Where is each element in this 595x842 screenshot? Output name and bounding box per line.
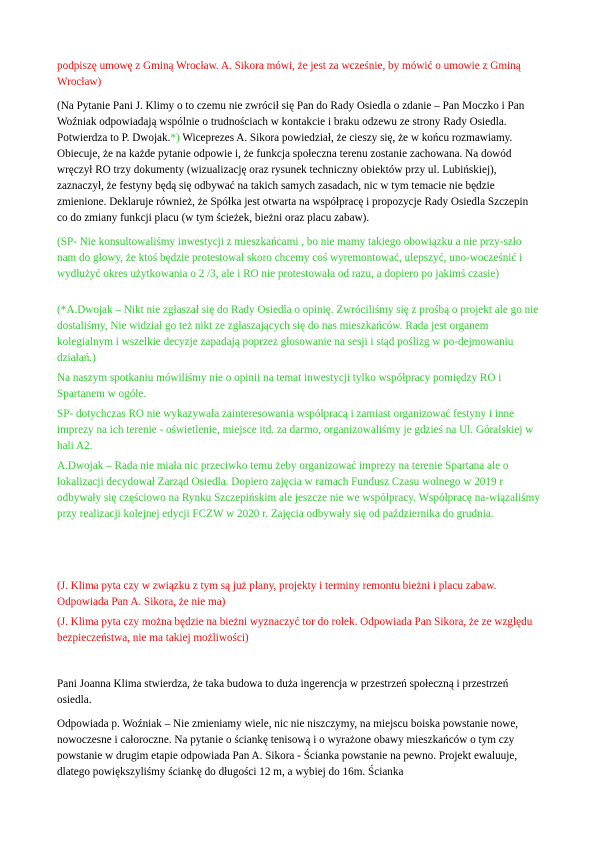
paragraph-dwojak-opinia xyxy=(57,302,541,366)
paragraph-text-continued: Wiceprezes A. Sikora powiedział, że cieszy się, że w końcu rozmawiamy. Obiecuje, że na każde pytanie odpowie i, że funkcja społeczna terenu zostanie zachowana. Na dowód wręczył RO trzy dokumenty (wizualizację oraz rysunek techniczny obiektów przy ul. Lubińskiej), zaznaczył, że festyny będą się odbywać na takich samych zasadach, nic w tym temacie nie będzie zmienione. Deklaruje również, że Spółka jest otwarta na współpracę i propozycje Rady Osiedla Szczepin co do zmiany funkcji placu (w tym ścieżek, bieżni oraz placu zabaw). xyxy=(57,132,529,224)
paragraph-wozniak-odpowiedz xyxy=(57,716,541,780)
paragraph-sp-imprezy xyxy=(57,406,541,454)
paragraph-klima-rolki xyxy=(57,614,541,646)
paragraph-text: A.Dwojak – Rada nie miała nic przeciwko temu żeby organizować imprezy na terenie Spartana ale o lokalizacji decydował Zarząd Osiedla. Dopiero zajęcia w ramach Fundusz Czasu wolnego w 2019 r odbywały się częściowo na Rynku Szczepińskim ale jeszcze nie we współpracy. Współpracę na-wiązaliśmy przy realizacji kolejnej edycji FCZW w 2020 r. Zajęcia odbywały się od października do grudnia. xyxy=(57,460,540,520)
paragraph-text: (Na Pytanie Pani J. Klimy o to czemu nie zwrócił się Pan do Rady Osiedla o zdanie – Pan Moczko i Pan Woźniak odpowiadają wspólnie o trudnościach w kontakcie i braku odzewu ze strony Rady Osiedla. Potwierdza to P. Dwojak. xyxy=(57,100,525,144)
paragraph-text: Na naszym spotkaniu mówiliśmy nie o opinii na temat inwestycji tylko współpracy pomiędzy RO i Spartanem w ogóle. xyxy=(57,372,502,400)
paragraph-text: Pani Joanna Klima stwierdza, że taka budowa to duża ingerencja w przestrzeń społeczną i przestrzeń osiedla. xyxy=(57,678,509,706)
paragraph-text: (J. Klima pyta czy można będzie na bieżni wyznaczyć tor do rolek. Odpowiada Pan Sikora, że ze względu bezpieczeństwa, nie ma takiej możliwości) xyxy=(57,616,533,644)
paragraph-klima-pytanie xyxy=(57,98,541,226)
paragraph-text: (*A.Dwojak – Nikt nie zgłaszał się do Rady Osiedla o opinię. Zwróciliśmy się z prośbą o projekt ale go nie dostaliśmy, Nie widział go też nikt ze zgłaszających się do nas mieszkańców. Rada jest organem kolegialnym i wszelkie decyzje zapadają poprzez głosowanie na sesji i stąd poślizg w po-dejmowaniu działań.) xyxy=(57,304,539,364)
paragraph-text: podpiszę umowę z Gminą Wrocław. A. Sikora mówi, że jest za wcześnie, by mówić o umowie z Gminą Wrocław) xyxy=(57,60,521,88)
paragraph-klima-ingerencja xyxy=(57,676,541,708)
paragraph-text: (SP- Nie konsultowaliśmy inwestycji z mieszkańcami , bo nie mamy takiego obowiązku a nie przy-szło nam do głowy, że ktoś będzie protestował skoro chcemy coś wyremontować, ulepszyć, uno-wocześnić i wydłużyć okres użytkowania o 2 /3, ale i RO nie protestowała od razu, a dopiero po jakimś czasie) xyxy=(57,236,523,280)
footnote-marker: *) xyxy=(170,132,180,144)
paragraph-sp-konsultacje xyxy=(57,234,541,282)
paragraph-wspolpraca-ro xyxy=(57,370,541,402)
paragraph-text: Odpowiada p. Woźniak – Nie zmieniamy wiele, nic nie niszczymy, na miejscu boiska powstanie nowe, nowoczesne i całoroczne. Na pytanie o ściankę tenisową i o wyrażone obawy mieszkańców o tym czy powstanie w drugim etapie odpowiada Pan A. Sikora - Ścianka powstanie na pewno. Projekt ewaluuje, dlatego powiększyliśmy ściankę do długości 12 m, a wybiej do 16m. Ścianka xyxy=(57,718,519,778)
paragraph-sikora-umowa xyxy=(57,58,541,90)
paragraph-dwojak-rada xyxy=(57,458,541,522)
paragraph-text: (J. Klima pyta czy w związku z tym są już plany, projekty i terminy remontu bieżni i placu zabaw. Odpowiada Pan A. Sikora, że nie ma) xyxy=(57,580,497,608)
paragraph-text: SP- dotychczas RO nie wykazywała zainteresowania współpracą i zamiast organizować festyny i inne imprezy na ich terenie - oświetlenie, miejsce itd. za darmo, organizowaliśmy je gdzieś na Ul. Góralskiej w hali A2. xyxy=(57,408,534,452)
paragraph-klima-plany xyxy=(57,578,541,610)
